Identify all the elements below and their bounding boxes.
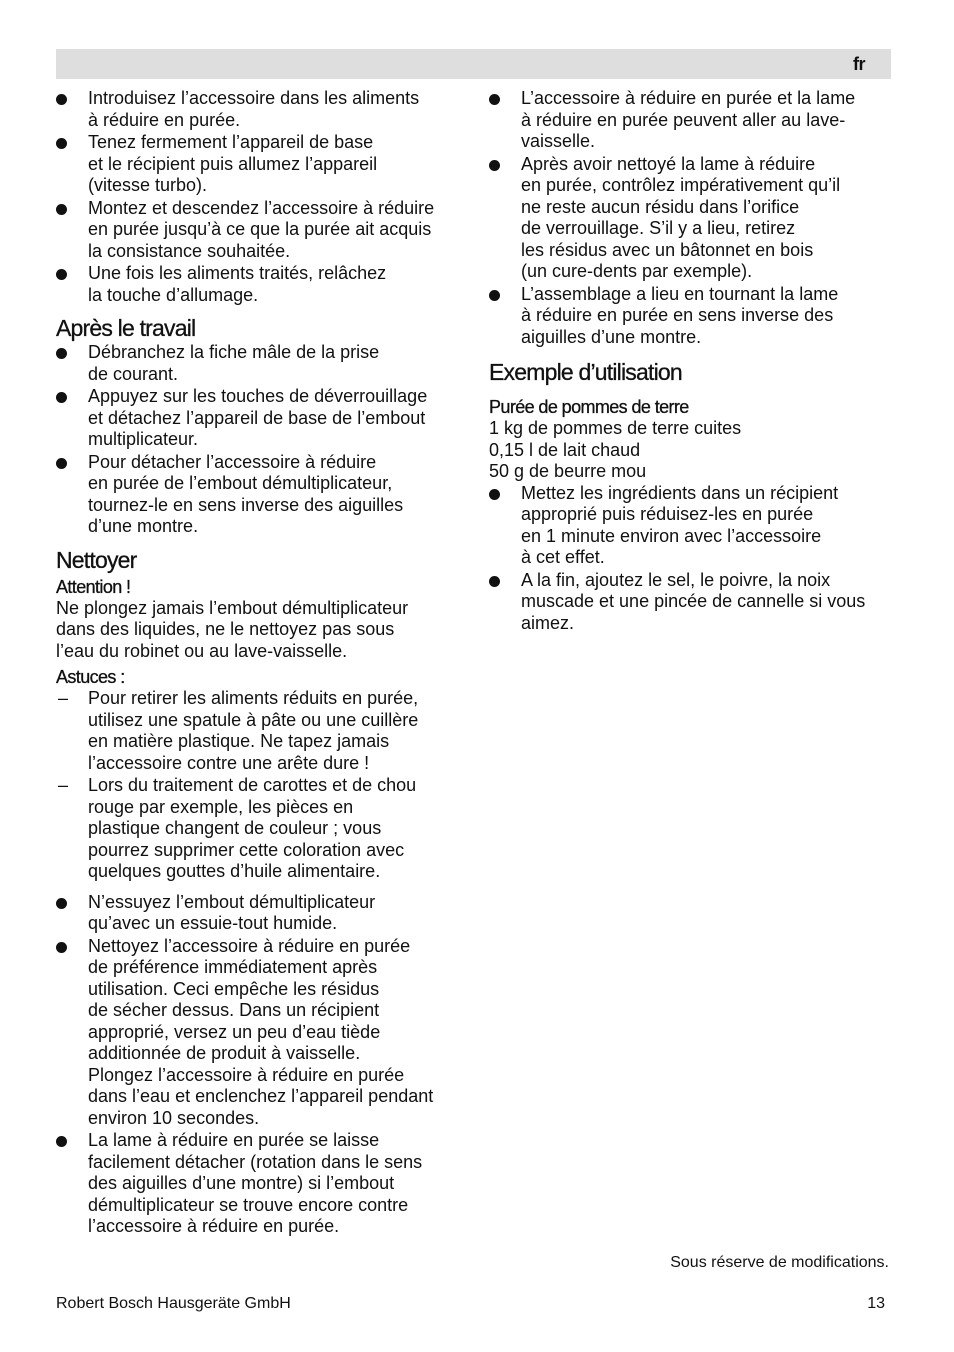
- bullet-icon: [56, 898, 67, 909]
- footer-company: Robert Bosch Hausgeräte GmbH: [56, 1295, 291, 1312]
- page-number: 13: [867, 1295, 885, 1312]
- bullet-icon: [56, 348, 67, 359]
- bullet-icon: [56, 1136, 67, 1147]
- list-item: Après avoir nettoyé la lame à réduire en purée, contrôlez impérativement qu’il ne reste aucun résidu dans l’orifice de verrouillage. S’il y a lieu, retirez les résidus avec un bâtonnet en bois (un cure-dents par exemple).: [489, 154, 891, 283]
- tips-list: [56, 688, 456, 883]
- list-item: L’assemblage a lieu en tournant la lame à réduire en purée en sens inverse des aiguilles d’une montre.: [489, 284, 891, 349]
- ingredient: 1 kg de pommes de terre cuites: [489, 418, 742, 438]
- list-item: Appuyez sur les touches de déverrouillage et détachez l’appareil de base de l’embout multiplicateur.: [56, 386, 456, 451]
- footer-note: Sous réserve de modifications.: [670, 1254, 889, 1271]
- list-item: Une fois les aliments traités, relâchez la touche d’allumage.: [56, 263, 456, 306]
- bullet-icon: [56, 204, 67, 215]
- bullet-icon: [489, 290, 500, 301]
- list-item: – Pour retirer les aliments réduits en purée, utilisez une spatule à pâte ou une cuillère en matière plastique. Ne tapez jamais l’accessoire contre une arête dure !: [58, 688, 419, 773]
- bullet-icon: [56, 942, 67, 953]
- cleaning-steps-continued-list: [489, 88, 891, 348]
- cleaning-steps-list: [56, 892, 456, 1238]
- ingredient: 0,15 l de lait chaud: [489, 439, 641, 460]
- section-title-example: Exemple d’utilisation: [489, 359, 682, 385]
- list-item: Montez et descendez l’accessoire à réduire en purée jusqu’à ce que la purée ait acquis la consistance souhaitée.: [56, 198, 456, 263]
- list-item: Pour détacher l’accessoire à réduire en purée de l’embout démultiplicateur, tournez-le en sens inverse des aiguilles d’une montre.: [56, 452, 456, 538]
- tips-title: Astuces :: [56, 667, 125, 687]
- list-item: La lame à réduire en purée se laisse facilement détacher (rotation dans le sens des aiguilles d’une montre) si l’embout démultiplicateur se trouve encore contre l’accessoire à réduire en purée.: [56, 1130, 456, 1238]
- ingredient: 50 g de beurre mou: [489, 461, 647, 481]
- dash-icon: –: [58, 688, 69, 708]
- attention-text: Ne plongez jamais l’embout démultiplicateur dans des liquides, ne le nettoyez pas sous l’eau du robinet ou au lave-vaisselle.: [56, 597, 409, 661]
- left-column: [56, 88, 456, 1239]
- bullet-icon: [56, 269, 67, 280]
- bullet-icon: [56, 392, 67, 403]
- right-column: [489, 88, 891, 635]
- bullet-icon: [56, 94, 67, 105]
- list-item: N’essuyez l’embout démultiplicateur qu’avec un essuie-tout humide.: [56, 892, 456, 935]
- after-use-steps-list: [56, 342, 456, 538]
- section-title-after-use: Après le travail: [56, 315, 196, 341]
- section-title-cleaning: Nettoyer: [56, 546, 137, 573]
- attention-title: Attention !: [56, 576, 131, 597]
- bullet-icon: [489, 489, 500, 500]
- bullet-icon: [489, 94, 500, 105]
- list-item: Débranchez la fiche mâle de la prise de courant.: [56, 342, 456, 385]
- list-item: Nettoyez l’accessoire à réduire en purée de préférence immédiatement après utilisation. Ceci empêche les résidus de sécher dessus. Dans un récipient approprié, versez un peu d’eau tiède additionnée de produit à vaisselle. Plongez l’accessoire à réduire en purée dans l’eau et enclenchez l’appareil pendant environ 10 secondes.: [56, 936, 456, 1130]
- spacer: [56, 884, 456, 892]
- language-label: fr: [853, 54, 865, 74]
- list-item: Introduisez l’accessoire dans les aliments à réduire en purée.: [56, 88, 456, 131]
- list-item: Tenez fermement l’appareil de base et le récipient puis allumez l’appareil (vitesse turbo).: [56, 132, 456, 197]
- dash-icon: –: [58, 775, 69, 795]
- recipe-steps-list: [489, 483, 891, 635]
- list-item: L’accessoire à réduire en purée et la lame à réduire en purée peuvent aller au lave- vaisselle.: [489, 88, 891, 153]
- bullet-icon: [489, 576, 500, 587]
- bullet-icon: [56, 138, 67, 149]
- list-item: A la fin, ajoutez le sel, le poivre, la noix muscade et une pincée de cannelle si vous aimez.: [489, 570, 891, 635]
- recipe-title: Purée de pommes de terre: [489, 397, 689, 417]
- bullet-icon: [56, 458, 67, 469]
- list-item: Mettez les ingrédients dans un récipient approprié puis réduisez-les en purée en 1 minute environ avec l’accessoire à cet effet.: [489, 483, 891, 569]
- header-bar: [56, 49, 891, 79]
- bullet-icon: [489, 160, 500, 171]
- usage-steps-list: [56, 88, 456, 306]
- list-item: – Lors du traitement de carottes et de chou rouge par exemple, les pièces en plastique changent de couleur ; vous pourrez supprimer cette coloration avec quelques gouttes d’huile alimentaire.: [58, 775, 417, 881]
